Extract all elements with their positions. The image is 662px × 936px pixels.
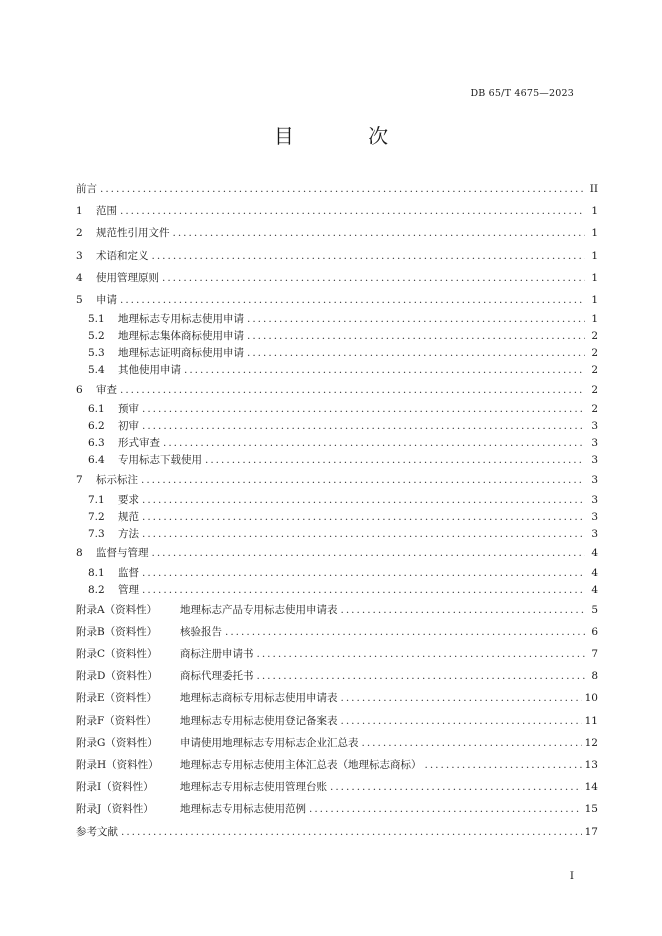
toc-entry[interactable]	[76, 509, 598, 526]
toc-leader-dots	[341, 710, 582, 732]
toc-entry[interactable]	[76, 754, 598, 776]
toc-entry-page: 2	[591, 403, 598, 416]
toc-entry-number: 5	[76, 293, 83, 306]
toc-entry[interactable]	[76, 710, 598, 732]
toc-entry-page: 2	[591, 364, 598, 377]
toc-entry-label: 监督	[118, 566, 139, 579]
toc-entry[interactable]	[76, 178, 598, 200]
toc-entry-page: 1	[591, 205, 598, 218]
toc-entry-page: 3	[591, 510, 598, 523]
toc-leader-dots	[142, 565, 585, 582]
toc-entry-number: 附录G（资料性）	[76, 736, 158, 749]
toc-leader-dots	[142, 418, 585, 435]
toc-entry-page: 13	[584, 758, 598, 771]
toc-leader-dots	[184, 362, 585, 379]
toc-leader-dots	[173, 222, 586, 244]
toc-entry-number: 5.2	[88, 330, 105, 343]
toc-entry[interactable]	[76, 821, 598, 843]
toc-entry-number: 5.3	[88, 347, 105, 360]
toc-entry-number: 7.2	[88, 510, 105, 523]
document-code: DB 65/T 4675—2023	[470, 88, 574, 99]
toc-entry-label: 管理	[118, 583, 139, 596]
toc-entry-page: 1	[591, 293, 598, 306]
toc-entry-number: 附录I（资料性）	[76, 781, 154, 794]
toc-entry[interactable]	[76, 599, 598, 621]
toc-entry-number: 4	[76, 271, 83, 284]
toc-entry-label: 范围	[96, 205, 117, 218]
toc-entry[interactable]	[76, 418, 598, 435]
toc-entry-page: 1	[591, 249, 598, 262]
toc-leader-dots	[362, 732, 582, 754]
toc-entry-number: 2	[76, 227, 83, 240]
toc-entry-number: 7.3	[88, 527, 105, 540]
toc-entry-page: 6	[591, 625, 598, 638]
page-title: 目 次	[273, 124, 423, 148]
toc-entry-label: 地理标志专用标志使用主体汇总表（地理标志商标）	[180, 758, 422, 771]
toc-entry-number: 6.2	[88, 420, 105, 433]
toc-entry-number: 7.1	[88, 493, 105, 506]
toc-entry[interactable]	[76, 732, 598, 754]
toc-leader-dots	[341, 687, 582, 709]
toc-entry-page: 3	[591, 493, 598, 506]
toc-entry-label: 规范	[118, 510, 139, 523]
toc-entry-page: II	[589, 182, 598, 195]
toc-entry[interactable]	[76, 328, 598, 345]
toc-entry-number: 附录H（资料性）	[76, 758, 159, 771]
toc-leader-dots	[247, 345, 585, 362]
toc-entry-number: 3	[76, 249, 83, 262]
toc-entry-page: 3	[591, 420, 598, 433]
toc-leader-dots	[309, 798, 582, 820]
toc-entry-label: 术语和定义	[96, 249, 149, 262]
toc-entry[interactable]	[76, 245, 598, 267]
toc-entry-page: 2	[591, 384, 598, 397]
toc-entry-page: 2	[591, 330, 598, 343]
toc-entry-page: 14	[584, 781, 598, 794]
toc-entry-label: 商标注册申请书	[180, 648, 254, 661]
toc-entry-number: 附录B（资料性）	[76, 625, 158, 638]
toc-entry-label: 形式审查	[118, 437, 160, 450]
toc-leader-dots	[257, 665, 586, 687]
toc-entry-number: 附录E（资料性）	[76, 692, 158, 705]
toc-entry-label: 地理标志专用标志使用范例	[180, 803, 306, 816]
toc-entry[interactable]	[76, 401, 598, 418]
toc-entry-page: 1	[591, 227, 598, 240]
toc-entry[interactable]	[76, 798, 598, 820]
toc-entry-label: 地理标志商标专用标志使用申请表	[180, 692, 338, 705]
toc-entry[interactable]	[76, 543, 598, 565]
toc-entry[interactable]	[76, 222, 598, 244]
toc-entry-number: 5.1	[88, 313, 105, 326]
toc-leader-dots	[341, 599, 586, 621]
toc-entry-label: 预审	[118, 403, 139, 416]
toc-entry[interactable]	[76, 345, 598, 362]
toc-leader-dots	[162, 267, 585, 289]
toc-leader-dots	[120, 200, 585, 222]
toc-entry-number: 8.1	[88, 566, 105, 579]
toc-entry-label: 地理标志专用标志使用申请	[118, 313, 244, 326]
toc-entry[interactable]	[76, 776, 598, 798]
toc-entry-label: 使用管理原则	[96, 271, 159, 284]
toc-entry-number: 7	[76, 474, 83, 487]
toc-leader-dots	[120, 289, 585, 311]
toc-entry[interactable]	[76, 311, 598, 328]
toc-entry-label: 要求	[118, 493, 139, 506]
toc-entry[interactable]	[76, 362, 598, 379]
toc-leader-dots	[257, 643, 586, 665]
toc-leader-dots	[225, 621, 585, 643]
toc-entry[interactable]	[76, 200, 598, 222]
toc-entry[interactable]	[76, 582, 598, 599]
toc-entry[interactable]	[76, 492, 598, 509]
toc-entry-number: 附录F（资料性）	[76, 714, 157, 727]
toc-entry-label: 地理标志专用标志使用登记备案表	[180, 714, 338, 727]
toc-entry-number: 1	[76, 205, 83, 218]
toc-entry-label: 地理标志产品专用标志使用申请表	[180, 603, 338, 616]
toc-leader-dots	[163, 435, 585, 452]
toc-leader-dots	[142, 492, 585, 509]
toc-entry-page: 11	[584, 714, 598, 727]
toc-entry[interactable]	[76, 526, 598, 543]
toc-leader-dots	[100, 178, 585, 200]
toc-leader-dots	[152, 542, 586, 564]
toc-entry-label: 商标代理委托书	[180, 670, 254, 683]
toc-leader-dots	[142, 401, 585, 418]
toc-entry-label: 参考文献	[76, 825, 118, 838]
toc-entry-page: 3	[591, 437, 598, 450]
toc-entry-label: 审查	[96, 384, 117, 397]
toc-leader-dots	[120, 379, 585, 401]
toc-entry-page: 5	[591, 603, 598, 616]
toc-entry-number: 6.4	[88, 454, 105, 467]
toc-entry-page: 4	[591, 566, 598, 579]
toc-leader-dots	[247, 311, 585, 328]
toc-entry[interactable]	[76, 665, 598, 687]
toc-leader-dots	[152, 245, 586, 267]
toc-entry-page: 4	[591, 547, 598, 560]
page-number: I	[569, 870, 574, 882]
toc-entry[interactable]	[76, 621, 598, 643]
toc-entry-number: 8.2	[88, 583, 105, 596]
toc-entry-label: 其他使用申请	[118, 364, 181, 377]
toc-leader-dots	[142, 526, 585, 543]
toc-entry-page: 15	[584, 803, 598, 816]
toc-entry-page: 7	[591, 648, 598, 661]
toc-entry-label: 核验报告	[180, 625, 222, 638]
toc-entry-label: 地理标志证明商标使用申请	[118, 347, 244, 360]
toc-leader-dots	[205, 452, 585, 469]
toc-entry[interactable]	[76, 452, 598, 469]
toc-entry[interactable]	[76, 267, 598, 289]
toc-entry-label: 地理标志专用标志使用管理台账	[180, 781, 327, 794]
toc-entry-page: 17	[584, 825, 598, 838]
toc-entry-number: 5.4	[88, 364, 105, 377]
toc-entry[interactable]	[76, 469, 598, 491]
toc-entry-label: 方法	[118, 527, 139, 540]
toc-entry-page: 1	[591, 313, 598, 326]
toc-entry-number: 6.1	[88, 403, 105, 416]
toc-entry-page: 2	[591, 347, 598, 360]
toc-entry-number: 附录J（资料性）	[76, 803, 154, 816]
toc-entry[interactable]	[76, 687, 598, 709]
toc-leader-dots	[141, 469, 585, 491]
toc-entry[interactable]	[76, 289, 598, 311]
toc-entry-page: 3	[591, 527, 598, 540]
toc-leader-dots	[142, 509, 585, 526]
toc-entry-number: 6.3	[88, 437, 105, 450]
toc-entry-number: 8	[76, 547, 83, 560]
toc-entry-label: 监督与管理	[96, 547, 149, 560]
toc-entry-label: 申请使用地理标志专用标志企业汇总表	[180, 736, 359, 749]
toc-entry-page: 8	[591, 670, 598, 683]
toc-entry-page: 3	[591, 474, 598, 487]
toc-entry-page: 12	[584, 736, 598, 749]
toc-entry-label: 前言	[76, 182, 97, 195]
toc-entry[interactable]	[76, 643, 598, 665]
toc-entry[interactable]	[76, 435, 598, 452]
toc-entry-number: 附录D（资料性）	[76, 670, 158, 683]
toc-entry-number: 附录C（资料性）	[76, 648, 158, 661]
toc-leader-dots	[121, 821, 582, 843]
toc-entry-label: 初审	[118, 420, 139, 433]
toc-entry[interactable]	[76, 565, 598, 582]
toc-entry-label: 规范性引用文件	[96, 227, 170, 240]
toc-entry-label: 申请	[96, 293, 117, 306]
toc-leader-dots	[330, 776, 582, 798]
toc-entry-page: 1	[591, 271, 598, 284]
toc-entry-page: 3	[591, 454, 598, 467]
toc-entry-page: 10	[584, 692, 598, 705]
toc-entry-page: 4	[591, 583, 598, 596]
toc-entry-label: 标示标注	[96, 474, 138, 487]
table-of-contents	[76, 178, 598, 843]
toc-entry-number: 6	[76, 384, 83, 397]
toc-leader-dots	[142, 582, 585, 599]
toc-leader-dots	[425, 754, 582, 776]
toc-leader-dots	[247, 328, 585, 345]
toc-entry-label: 地理标志集体商标使用申请	[118, 330, 244, 343]
toc-entry[interactable]	[76, 379, 598, 401]
toc-entry-number: 附录A（资料性）	[76, 603, 158, 616]
toc-entry-label: 专用标志下载使用	[118, 454, 202, 467]
